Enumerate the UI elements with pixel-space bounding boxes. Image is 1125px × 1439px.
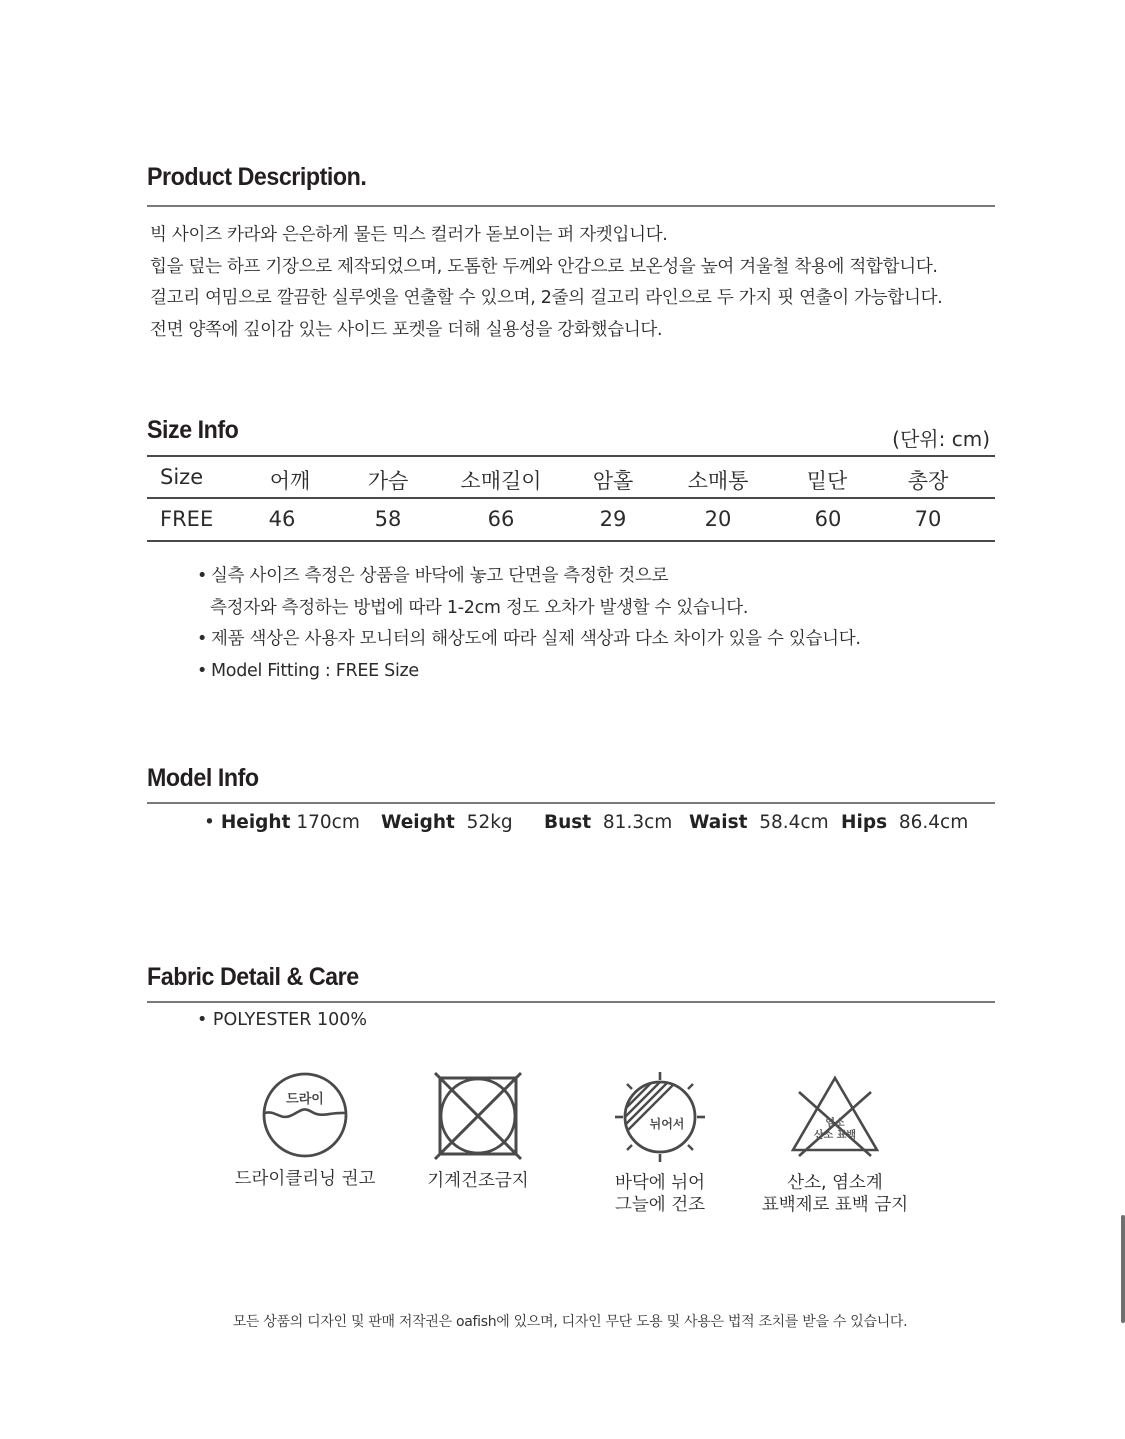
copyright-notice: 모든 상품의 디자인 및 판매 저작권은 oafish에 있으며, 디자인 무단 도용 및 사용은 법적 조치를 받을 수 있습니다. — [232, 1314, 908, 1330]
size-table-header-row — [147, 456, 995, 498]
size-info-title: Size Info — [147, 416, 239, 444]
model-info-title: Model Info — [147, 764, 259, 792]
care-caption: 드라이클리닝 권고 — [234, 1169, 376, 1189]
size-header-cell: 소매길이 — [460, 469, 542, 493]
size-table-bottom-rule — [147, 540, 995, 542]
fabric-care-divider — [147, 1001, 995, 1003]
care-symbol-dry-flat-shade — [580, 1070, 740, 1216]
size-cell: 66 — [487, 507, 515, 531]
size-notes — [197, 561, 861, 687]
size-header-cell: 소매통 — [687, 469, 749, 493]
size-note: • Model Fitting : FREE Size — [197, 660, 419, 681]
size-header-cell: 가슴 — [367, 469, 409, 493]
care-symbol-dry-clean — [225, 1070, 385, 1190]
size-cell: 29 — [599, 507, 627, 531]
size-cell: 58 — [374, 507, 402, 531]
description-line: 걸고리 여밈으로 깔끔한 실루엣을 연출할 수 있으며, 2줄의 걸고리 라인으로 두 가지 핏 연출이 가능합니다. — [150, 288, 943, 309]
model-stat-waist: Waist 58.4cm — [689, 812, 829, 833]
svg-text:드라이: 드라이 — [286, 1092, 324, 1107]
size-cell: 60 — [814, 507, 842, 531]
svg-text:뉘어서: 뉘어서 — [649, 1117, 685, 1131]
size-note-continued: 측정자와 측정하는 방법에 따라 1-2cm 정도 오차가 발생할 수 있습니다. — [210, 597, 749, 618]
dry-clean-icon — [260, 1070, 350, 1160]
model-stat-weight: Weight 52kg — [381, 812, 513, 833]
size-table-mid-rule — [147, 497, 995, 499]
care-caption: 산소, 염소계 표백제로 표백 금지 — [761, 1173, 909, 1215]
description-line: 전면 양쪽에 깊이감 있는 사이드 포켓을 더해 실용성을 강화했습니다. — [150, 319, 663, 340]
size-unit-label: (단위: cm) — [892, 427, 990, 451]
no-bleach-icon — [785, 1070, 885, 1164]
dry-flat-shade-icon — [610, 1070, 710, 1164]
model-stat-height: • Height 170cm — [204, 812, 360, 833]
care-symbol-no-tumble-dry — [398, 1070, 558, 1192]
fabric-care-title: Fabric Detail & Care — [147, 963, 359, 991]
product-description-divider — [147, 205, 995, 207]
care-caption: 기계건조금지 — [427, 1171, 529, 1191]
size-header-cell: 밑단 — [806, 469, 848, 493]
size-cell: 46 — [268, 507, 296, 531]
care-caption: 바닥에 뉘어 그늘에 건조 — [614, 1173, 706, 1215]
product-description-title: Product Description. — [147, 163, 367, 191]
size-header-cell: Size — [160, 465, 204, 489]
svg-text:산소 표백: 산소 표백 — [813, 1130, 857, 1141]
care-symbol-no-bleach — [755, 1070, 915, 1216]
size-note: • 실측 사이즈 측정은 상품을 바닥에 놓고 단면을 측정한 것으로 — [197, 566, 669, 586]
size-note: • 제품 색상은 사용자 모니터의 해상도에 따라 실제 색상과 다소 차이가 있을 수 있습니다. — [197, 629, 861, 649]
product-description-body — [150, 220, 942, 346]
model-info-divider — [147, 802, 995, 804]
svg-text:염소: 염소 — [825, 1118, 845, 1129]
model-stat-bust: Bust 81.3cm — [544, 812, 673, 833]
size-cell: 20 — [704, 507, 732, 531]
size-header-cell: 총장 — [907, 469, 949, 493]
size-header-cell: 어깨 — [269, 469, 311, 493]
description-line: 빅 사이즈 카라와 은은하게 물든 믹스 컬러가 돋보이는 퍼 자켓입니다. — [150, 225, 668, 245]
no-tumble-dry-icon — [432, 1070, 524, 1162]
size-cell: 70 — [914, 507, 942, 531]
vertical-scrollbar[interactable] — [1121, 1215, 1125, 1323]
size-cell: FREE — [160, 507, 214, 531]
size-table-row — [147, 498, 995, 540]
size-header-cell: 암홀 — [592, 469, 634, 493]
fabric-material: • POLYESTER 100% — [197, 1010, 367, 1030]
model-stat-hips: Hips 86.4cm — [841, 812, 969, 833]
description-line: 힙을 덮는 하프 기장으로 제작되었으며, 도톰한 두께와 안감으로 보온성을 높여 겨울철 착용에 적합합니다. — [150, 256, 938, 277]
